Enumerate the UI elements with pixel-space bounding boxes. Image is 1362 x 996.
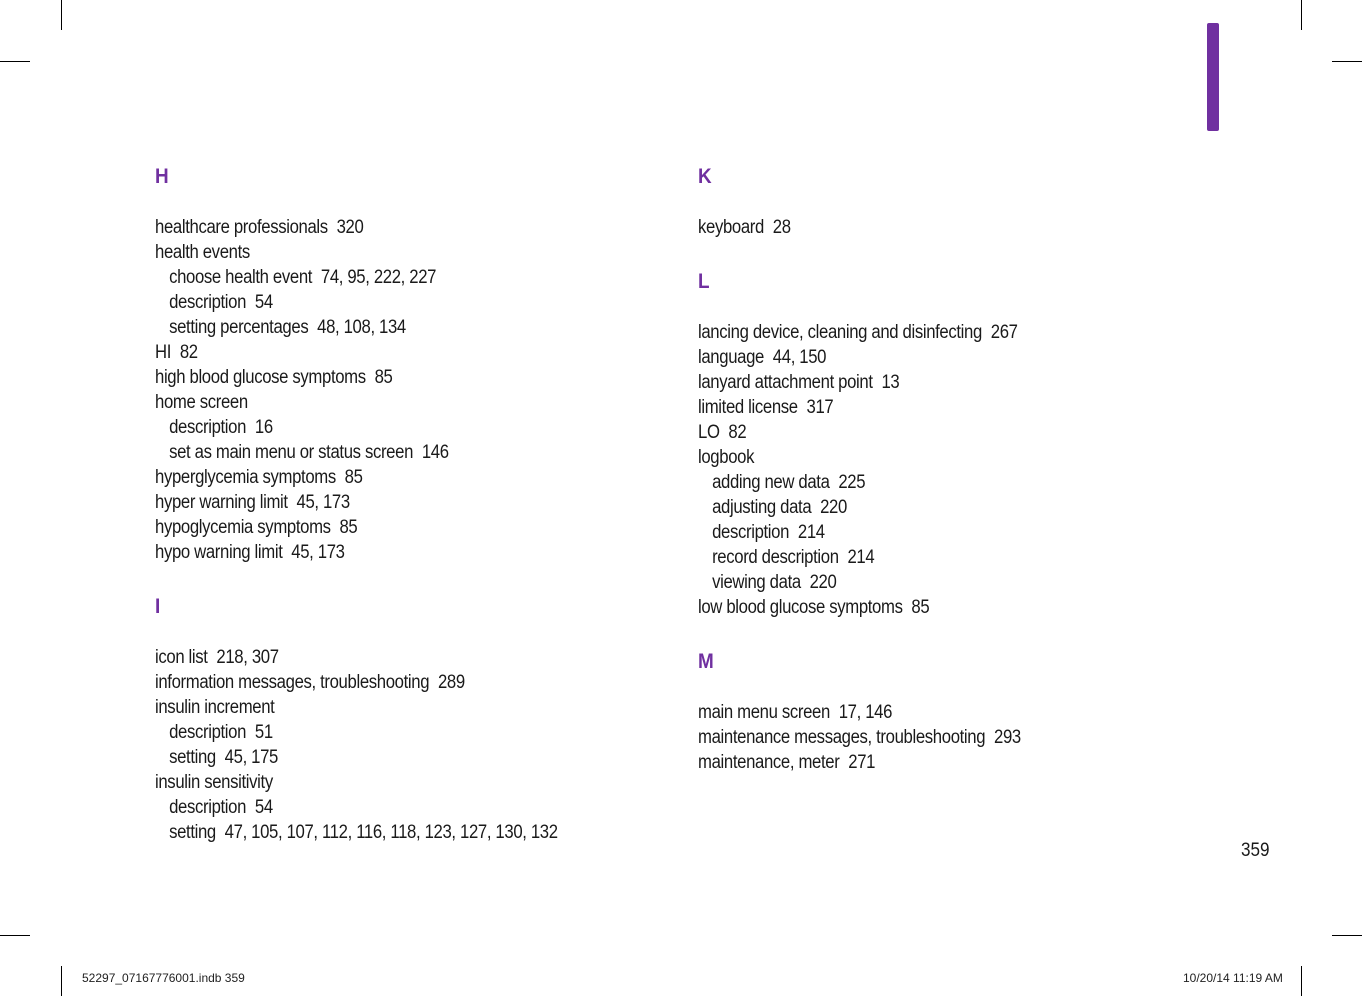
- entry-pages: 267: [990, 322, 1018, 343]
- entry-pages: 82: [179, 342, 198, 363]
- index-entry: [155, 365, 577, 390]
- entry-term: hypoglycemia symptoms: [155, 517, 331, 538]
- entry-term: insulin increment: [155, 697, 275, 718]
- entry-pages: 45, 175: [224, 747, 279, 768]
- entry-pages: 47, 105, 107, 112, 116, 118, 123, 127, 130, 132: [224, 822, 558, 843]
- index-subentry: [698, 495, 1120, 520]
- entry-term: description: [169, 292, 247, 313]
- index-section-l: [698, 240, 1178, 620]
- index-subentry: [155, 745, 577, 770]
- entry-pages: 218, 307: [216, 647, 279, 668]
- entry-pages: 17, 146: [838, 702, 893, 723]
- index-entry: [155, 240, 577, 265]
- crop-mark-bottom-right: [1301, 966, 1302, 996]
- index-entry: [698, 215, 1120, 240]
- entry-pages: 54: [254, 292, 273, 313]
- index-subentry: [698, 570, 1120, 595]
- index-subentry: [155, 820, 577, 845]
- index-subentry: [698, 520, 1120, 545]
- entry-term: high blood glucose symptoms: [155, 367, 366, 388]
- entry-pages: 289: [437, 672, 465, 693]
- index-subentry: [155, 265, 577, 290]
- index-entry: [698, 595, 1120, 620]
- entry-term: main menu screen: [698, 702, 830, 723]
- entry-term: low blood glucose symptoms: [698, 597, 903, 618]
- index-entry: [155, 515, 577, 540]
- section-letter: K: [698, 165, 712, 188]
- index-column-left: [155, 160, 635, 845]
- entry-term: icon list: [155, 647, 208, 668]
- crop-mark-top-right: [1301, 0, 1302, 30]
- entry-term: description: [169, 797, 247, 818]
- index-entry: [155, 465, 577, 490]
- index-section-k: [698, 165, 1178, 240]
- entry-term: maintenance messages, troubleshooting: [698, 727, 986, 748]
- entry-pages: 214: [797, 522, 825, 543]
- entry-term: hyperglycemia symptoms: [155, 467, 336, 488]
- entry-term: adjusting data: [712, 497, 812, 518]
- index-entry: [698, 370, 1120, 395]
- index-entry: [155, 215, 577, 240]
- entry-pages: 54: [254, 797, 273, 818]
- index-entry: [155, 490, 577, 515]
- index-entry: [698, 320, 1120, 345]
- section-letter: M: [698, 650, 714, 673]
- entry-pages: 320: [336, 217, 364, 238]
- index-section-m: [698, 620, 1178, 775]
- entry-term: healthcare professionals: [155, 217, 328, 238]
- entry-term: description: [169, 417, 247, 438]
- entry-pages: 82: [728, 422, 747, 443]
- entry-term: choose health event: [169, 267, 313, 288]
- entry-term: adding new data: [712, 472, 830, 493]
- entry-term: setting: [169, 747, 216, 768]
- index-section-i: [155, 565, 635, 845]
- index-entry: [155, 695, 577, 720]
- crop-mark-bottom-left-h: [0, 935, 30, 936]
- index-subentry: [155, 795, 577, 820]
- entry-term: lancing device, cleaning and disinfecting: [698, 322, 982, 343]
- entry-pages: 85: [911, 597, 930, 618]
- crop-mark-top-left-h: [0, 61, 30, 62]
- section-letter: L: [698, 270, 710, 293]
- entry-term: setting percentages: [169, 317, 309, 338]
- section-letter: I: [155, 595, 161, 618]
- index-entry: [698, 420, 1120, 445]
- entry-term: home screen: [155, 392, 248, 413]
- footer-timestamp: 10/20/14 11:19 AM: [1183, 971, 1283, 985]
- entry-pages: 214: [847, 547, 875, 568]
- entry-pages: 13: [881, 372, 900, 393]
- entry-pages: 220: [820, 497, 847, 518]
- entry-pages: 146: [421, 442, 449, 463]
- entry-term: information messages, troubleshooting: [155, 672, 430, 693]
- entry-pages: 293: [993, 727, 1021, 748]
- index-entry: [698, 445, 1120, 470]
- index-entry: [155, 390, 577, 415]
- entry-pages: 48, 108, 134: [317, 317, 406, 338]
- entry-pages: 28: [772, 217, 791, 238]
- entry-term: logbook: [698, 447, 755, 468]
- entry-term: keyboard: [698, 217, 764, 238]
- entry-term: maintenance, meter: [698, 752, 840, 773]
- entry-pages: 45, 173: [291, 542, 345, 563]
- index-subentry: [155, 290, 577, 315]
- entry-term: viewing data: [712, 572, 801, 593]
- entry-term: hypo warning limit: [155, 542, 283, 563]
- entry-pages: 85: [344, 467, 363, 488]
- entry-pages: 220: [809, 572, 837, 593]
- index-entry: [155, 770, 577, 795]
- entry-pages: 317: [806, 397, 834, 418]
- entry-term: description: [169, 722, 247, 743]
- entry-pages: 271: [848, 752, 876, 773]
- entry-term: health events: [155, 242, 250, 263]
- index-entry: [698, 395, 1120, 420]
- entry-term: HI: [155, 342, 172, 363]
- index-subentry: [155, 440, 577, 465]
- entry-pages: 16: [254, 417, 273, 438]
- page-number: 359: [1241, 840, 1270, 861]
- footer-file-slug: 52297_07167776001.indb 359: [82, 971, 245, 985]
- section-spacer: [155, 565, 635, 590]
- index-entry: [155, 540, 577, 565]
- entry-pages: 225: [838, 472, 866, 493]
- index-entry: [698, 750, 1120, 775]
- crop-mark-bottom-right-h: [1332, 935, 1362, 936]
- index-subentry: [155, 315, 577, 340]
- crop-mark-top-right-h: [1332, 61, 1362, 62]
- entry-pages: 85: [339, 517, 358, 538]
- index-entry: [155, 670, 577, 695]
- section-spacer: [698, 620, 1178, 645]
- entry-pages: 51: [254, 722, 273, 743]
- crop-mark-bottom-left: [61, 966, 62, 996]
- entry-term: set as main menu or status screen: [169, 442, 414, 463]
- index-subentry: [698, 545, 1120, 570]
- crop-mark-top-left: [61, 0, 62, 30]
- entry-term: LO: [698, 422, 720, 443]
- entry-term: hyper warning limit: [155, 492, 288, 513]
- entry-term: limited license: [698, 397, 798, 418]
- index-entry: [698, 345, 1120, 370]
- entry-pages: 45, 173: [296, 492, 350, 513]
- section-letter: H: [155, 165, 169, 188]
- entry-term: setting: [169, 822, 216, 843]
- index-subentry: [698, 470, 1120, 495]
- entry-term: record description: [712, 547, 839, 568]
- entry-term: lanyard attachment point: [698, 372, 873, 393]
- index-entry: [698, 725, 1120, 750]
- entry-pages: 85: [374, 367, 393, 388]
- index-subentry: [155, 415, 577, 440]
- index-entry: [155, 645, 577, 670]
- entry-pages: 74, 95, 222, 227: [320, 267, 437, 288]
- section-thumb-tab: [1207, 23, 1219, 131]
- entry-pages: 44, 150: [772, 347, 827, 368]
- section-spacer: [698, 240, 1178, 265]
- entry-term: description: [712, 522, 790, 543]
- index-subentry: [155, 720, 577, 745]
- entry-term: language: [698, 347, 764, 368]
- index-section-h: [155, 165, 635, 565]
- index-column-right: [698, 160, 1178, 775]
- entry-term: insulin sensitivity: [155, 772, 273, 793]
- index-entry: [155, 340, 577, 365]
- index-entry: [698, 700, 1120, 725]
